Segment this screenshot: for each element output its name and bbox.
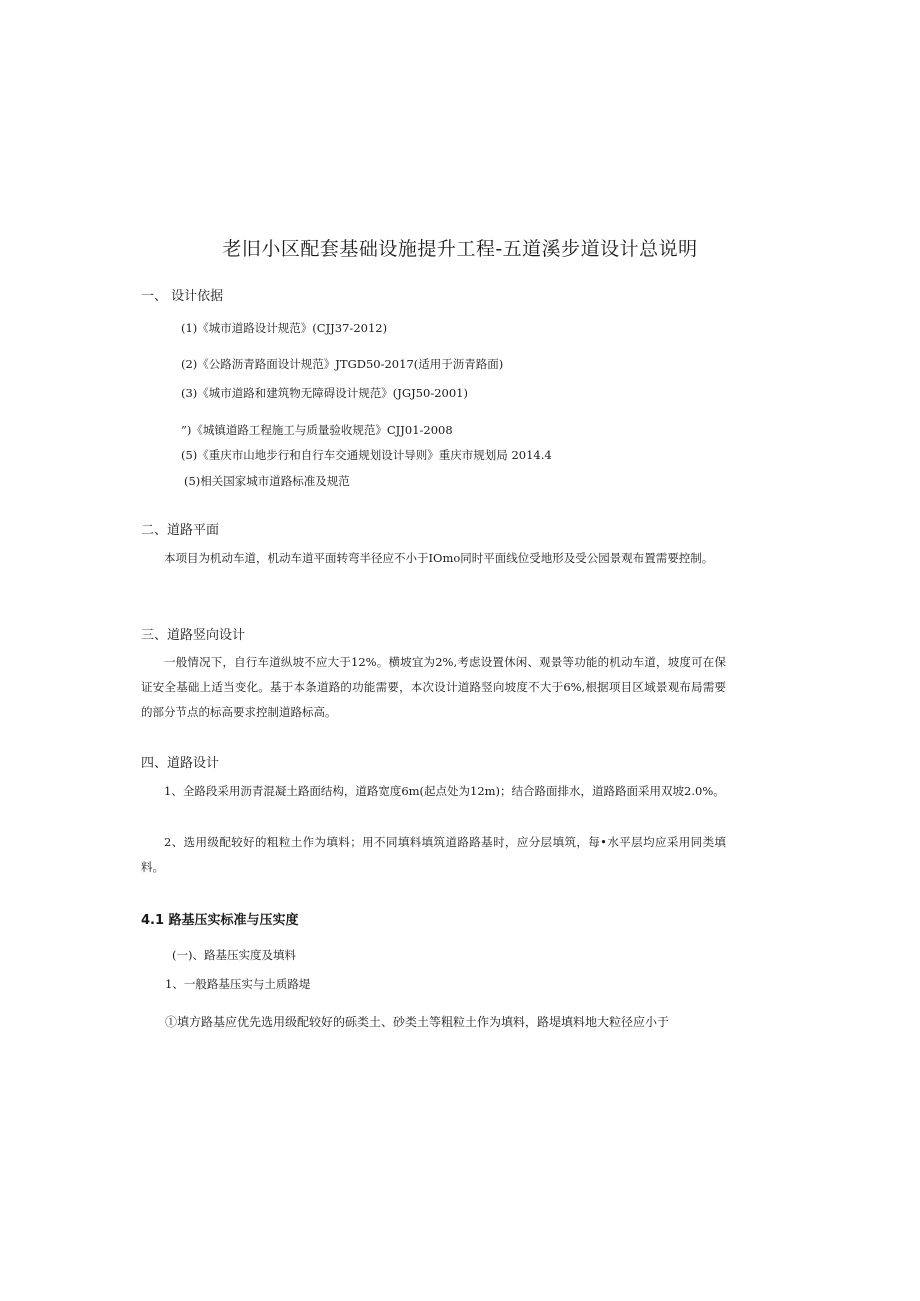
section-heading-road-plan: 二、道路平面 (141, 523, 220, 538)
page-title: 老旧小区配套基础设施提升工程-五道溪步道设计总说明 (222, 238, 698, 260)
subsection-item: 1、一般路基压实与土质路堤 (165, 977, 311, 991)
reference-item: ”)《城镇道路工程施工与质量验收规范》CJJ01-2008 (181, 423, 453, 437)
subsection-heading-compaction: 4.1 路基压实标准与压实度 (141, 913, 299, 928)
reference-item: (1)《城市道路设计规范》(CJJ37-2012) (181, 321, 388, 335)
reference-item: (3)《城市道路和建筑物无障碍设计规范》(JGJ50-2001) (181, 386, 468, 400)
paragraph-road-plan: 本项目为机动车道，机动车道平面转弯半径应不小于IOmo同时平面线位受地形及受公园景观布置需要控制。 (164, 551, 714, 565)
reference-item: (5)《重庆市山地步行和自行车交通规划设计导则》重庆市规划局 2014.4 (181, 448, 552, 462)
section-heading-design-basis: 一、 设计依据 (141, 289, 224, 304)
paragraph-vertical-design: 一般情况下，自行车道纵坡不应大于12%。横坡宜为2%,考虑设置休闲、观景等功能的机动车道，坡度可在保证安全基础上适当变化。基于本条道路的功能需要，本次设计道路竖向坡度不大于6%,根据项目区域景观布局需要的部分节点的标高要求控制道路标高。 (141, 655, 726, 719)
section-heading-road-design: 四、道路设计 (141, 756, 220, 771)
paragraph-fill-material: ①填方路基应优先选用级配较好的砾类土、砂类土等粗粒土作为填料，路堤填料地大粒径应小于 (165, 1015, 670, 1029)
subsection-item: (一)、路基压实度及填料 (172, 948, 296, 962)
paragraph-road-design-2: 2、选用级配较好的粗粒土作为填料；用不同填料填筑道路路基时，应分层填筑，每•水平层均应采用同类填料。 (141, 835, 726, 874)
reference-item: (5)相关国家城市道路标准及规范 (184, 474, 350, 488)
reference-item: (2)《公路沥青路面设计规范》JTGD50-2017(适用于沥青路面) (181, 357, 504, 371)
paragraph-road-design-1: 1、全路段采用沥青混凝土路面结构，道路宽度6m(起点处为12m)；结合路面排水，道路路面采用双坡2.0%。 (164, 784, 725, 798)
section-heading-vertical-design: 三、道路竖向设计 (141, 628, 246, 643)
